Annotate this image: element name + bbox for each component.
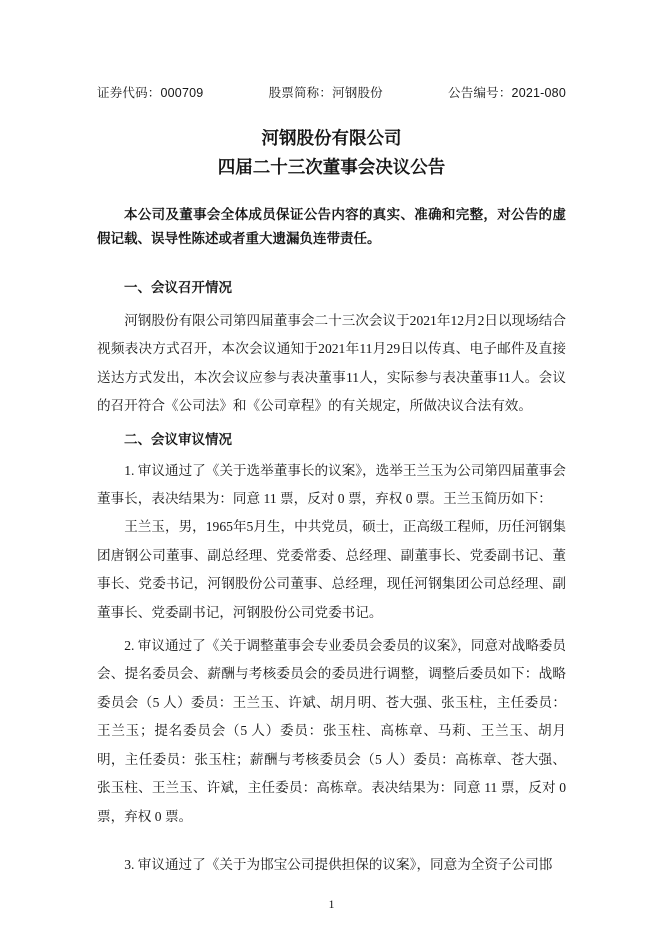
stock-code: 证券代码：000709 (97, 86, 204, 100)
title-line-2: 四届二十三次董事会决议公告 (217, 157, 446, 177)
section-1-heading: 一、会议召开情况 (124, 280, 232, 295)
resolution-item-1: 1. 审议通过了《关于选举董事长的议案》，选举王兰玉为公司第四届董事会董事长，表决结果为：同意 11 票，反对 0 票，弃权 0 票。王兰玉简历如下： (97, 462, 566, 507)
announcement-number: 公告编号：2021-080 (448, 86, 566, 100)
document-header (97, 86, 566, 100)
disclaimer-paragraph: 本公司及董事会全体成员保证公告内容的真实、准确和完整，对公告的虚假记载、误导性陈述或者重大遗漏负连带责任。 (97, 207, 566, 246)
section-2-heading: 二、会议审议情况 (124, 431, 232, 447)
biography-paragraph: 王兰玉，男，1965年5月生，中共党员，硕士，正高级工程师，历任河钢集团唐钢公司董事、副总经理、党委常委、总经理、副董事长、党委副书记、董事长、党委书记，河钢股份公司董事、总经理，现任河钢集团公司总经理、副董事长、党委副书记，河钢股份公司党委书记。 (97, 519, 566, 620)
page-number: 1 (328, 897, 335, 912)
stock-short-name: 股票简称：河钢股份 (268, 86, 383, 100)
resolution-item-2: 2. 审议通过了《关于调整董事会专业委员会委员的议案》，同意对战略委员会、提名委员会、薪酬与考核委员会的委员进行调整，调整后委员如下：战略委员会（5 人）委员：王兰玉、许斌、胡月明、苍大强、张玉柱，主任委员：王兰玉；提名委员会（5 人）委员：张玉柱、高栋章、马莉、王兰玉、胡月明，主任委员：张玉柱；薪酬与考核委员会（5 人）委员：高栋章、苍大强、张玉柱、王兰玉、许斌，主任委员：高栋章。表决结果为：同意 11 票，反对 0 票，弃权 0 票。 (97, 638, 566, 824)
meeting-convening-paragraph: 河钢股份有限公司第四届董事会二十三次会议于2021年12月2日以现场结合视频表决方式召开，本次会议通知于2021年11月29日以传真、电子邮件及直接送达方式发出，本次会议应参与表决董事11人，实际参与表决董事11人。会议的召开符合《公司法》和《公司章程》的有关规定，所做决议合法有效。 (97, 313, 566, 414)
title-line-1: 河钢股份有限公司 (261, 128, 402, 148)
document-title (97, 124, 566, 182)
resolution-item-3: 3. 审议通过了《关于为邯宝公司提供担保的议案》，同意为全资子公司邯 (124, 856, 553, 872)
